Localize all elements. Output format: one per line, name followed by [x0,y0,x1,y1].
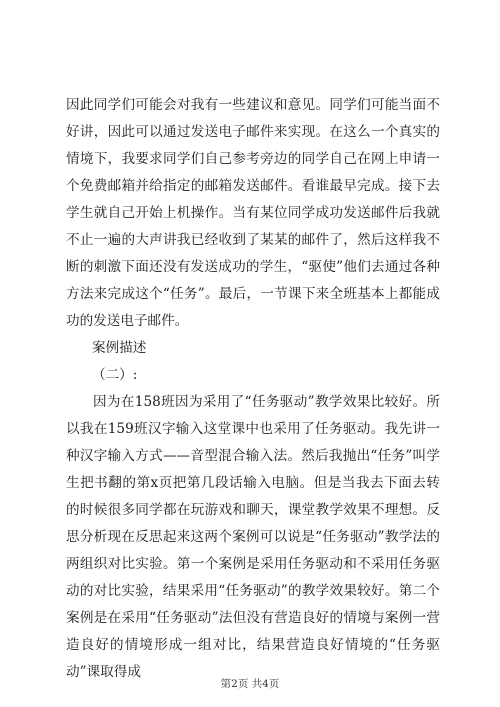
body-paragraph-1: 因此同学们可能会对我有一些建议和意见。同学们可能当面不好讲，因此可以通过发送电子邮件来实现。在这么一个真实的情境下，我要求同学们自己参考旁边的同学自己在网上申请一个免费邮箱并给指定的邮箱发送邮件。看谁最早完成。接下去学生就自己开始上机操作。当有某位同学成功发送邮件后我就不止一遍的大声讲我已经收到了某某的邮件了，然后这样我不断的刺激下面还没有发送成功的学生，“驱使”他们去通过各种方法来完成这个“任务”。最后，一节课下来全班基本上都能成功的发送电子邮件。 [66,97,440,329]
body-paragraph-2: 因为在158班因为采用了“任务驱动”教学效果比较好。所以我在159班汉字输入这堂课中也采用了任务驱动。我先讲一种汉字输入方式——音型混合输入法。然后我抛出“任务”叫学生把书翻的第x页把第几段话输入电脑。但是当我去下面去转的时候很多同学都在玩游戏和聊天，课堂教学效果不理想。反思分析现在反思起来这两个案例可以说是“任务驱动”教学法的两组织对比实验。第一个案例是采用任务驱动和不采用任务驱动的对比实验，结果采用“任务驱动”的教学效果较好。第二个案例是在采用“任务驱动”法但没有营造良好的情境与案例一营造良好的情境形成一组对比，结果营造良好情境的“任务驱动”课取得成 [66,394,440,680]
subsection-number: （二）: [92,367,138,383]
page-footer: 第2页 共4页 [220,678,280,690]
page-body [66,92,440,686]
section-heading: 案例描述 [92,340,147,356]
